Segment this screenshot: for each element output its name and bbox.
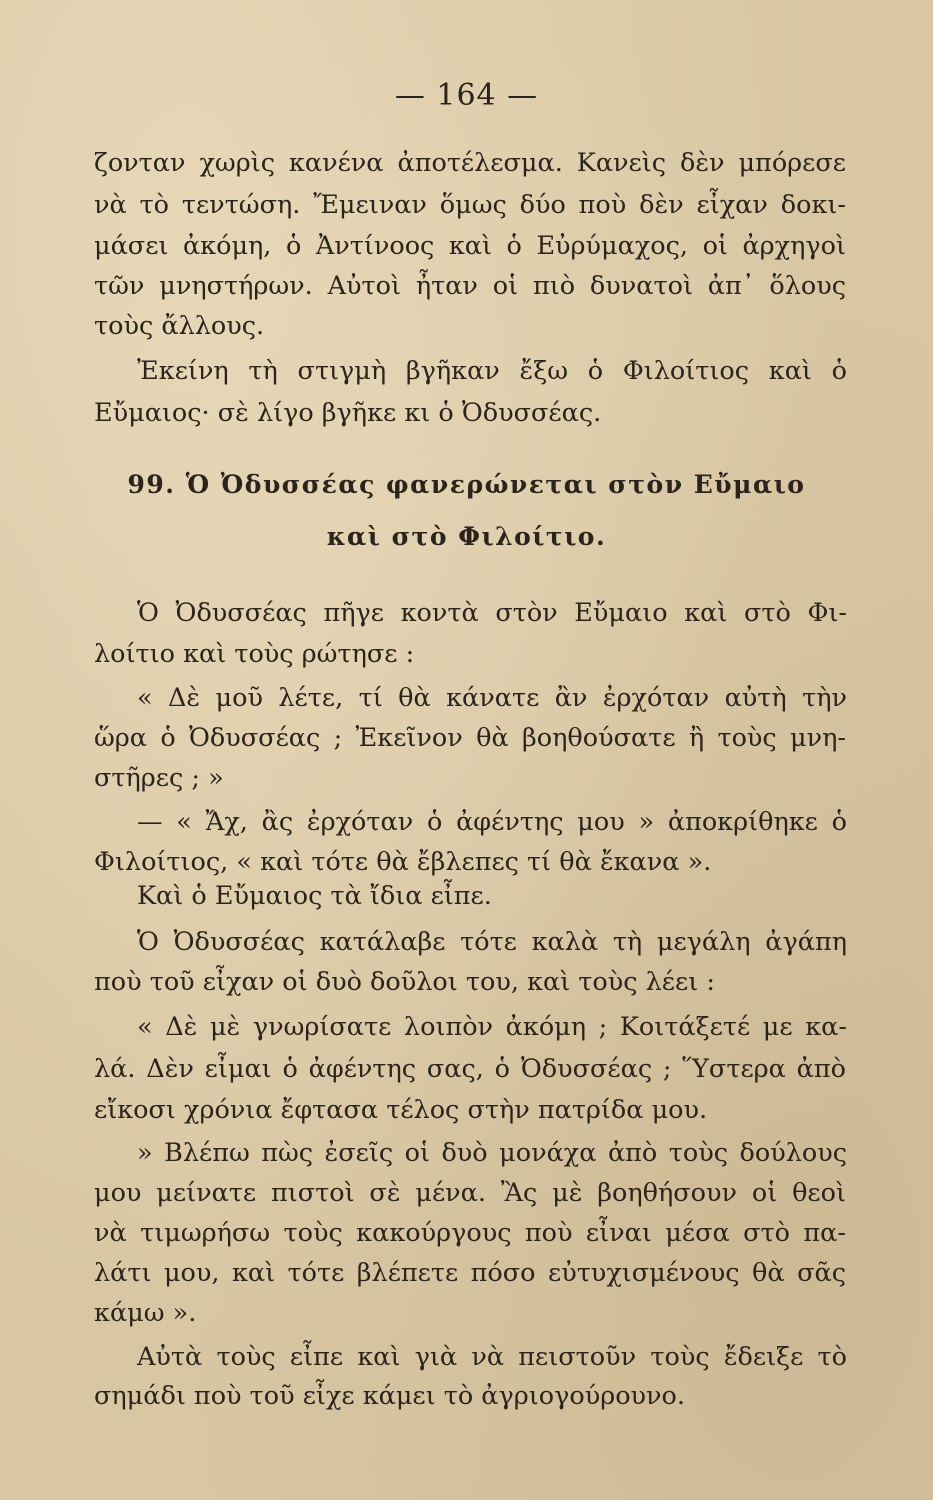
text-line: μάσει ἀκόμη, ὁ Ἀντίνοος καὶ ὁ Εὐρύμαχος, οἱ ἀρχηγοὶ	[94, 231, 846, 261]
text-line: Ὁ Ὀδυσσέας κατάλαβε τότε καλὰ τὴ μεγάλη ἀγάπη	[137, 927, 847, 957]
text-line: στῆρες ; »	[94, 763, 224, 793]
text-line: ζονταν χωρὶς κανένα ἀποτέλεσμα. Κανεὶς δὲν μπόρεσε	[94, 148, 846, 178]
text-line: « Δὲ μοῦ λέτε, τί θὰ κάνατε ἂν ἐρχόταν αὐτὴ τὴν	[137, 683, 847, 713]
text-line: Ἐκείνη τὴ στιγμὴ βγῆκαν ἔξω ὁ Φιλοίτιος καὶ ὁ	[137, 356, 847, 386]
text-line: σημάδι ποὺ τοῦ εἶχε κάμει τὸ ἀγριογούρουνο.	[94, 1381, 686, 1411]
text-line: » Βλέπω πὼς ἐσεῖς οἱ δυὸ μονάχα ἀπὸ τοὺς δούλους	[137, 1138, 847, 1168]
text-line: τῶν μνηστήρων. Αὐτοὶ ἦταν οἱ πιὸ δυνατοὶ ἀπ᾿ ὅλους	[94, 271, 846, 301]
text-line: μου μείνατε πιστοὶ σὲ μένα. Ἂς μὲ βοηθήσουν οἱ θεοὶ	[94, 1178, 846, 1208]
section-heading-line-1: 99. Ὁ Ὀδυσσέας φανερώνεται στὸν Εὔμαιο	[127, 470, 806, 499]
text-line: εἴκοσι χρόνια ἔφτασα τέλος στὴν πατρίδα μου.	[94, 1095, 708, 1125]
text-line: νὰ τὸ τεντώση. Ἔμειναν ὅμως δύο ποὺ δὲν εἶχαν δοκι-	[94, 190, 846, 220]
text-line: Φιλοίτιος, « καὶ τότε θὰ ἔβλεπες τί θὰ ἔκανα ».	[94, 847, 712, 877]
text-line: λοίτιο καὶ τοὺς ρώτησε :	[94, 639, 415, 669]
page-number: — 164 —	[394, 78, 539, 113]
text-line: — « Ἄχ, ἂς ἐρχόταν ὁ ἀφέντης μου » ἀποκρίθηκε ὁ	[137, 807, 847, 837]
text-line: Αὐτὰ τοὺς εἶπε καὶ γιὰ νὰ πειστοῦν τοὺς ἔδειξε τὸ	[137, 1342, 847, 1372]
text-line: κάμω ».	[94, 1298, 197, 1328]
text-line: Εὔμαιος· σὲ λίγο βγῆκε κι ὁ Ὀδυσσέας.	[94, 398, 602, 428]
text-line: Ὁ Ὀδυσσέας πῆγε κοντὰ στὸν Εὔμαιο καὶ στὸ Φι-	[137, 598, 847, 628]
text-line: Καὶ ὁ Εὔμαιος τὰ ἴδια εἶπε.	[137, 881, 492, 911]
section-heading-line-2: καὶ στὸ Φιλοίτιο.	[326, 522, 607, 551]
text-line: λάτι μου, καὶ τότε βλέπετε πόσο εὐτυχισμένους θὰ σᾶς	[94, 1258, 846, 1288]
text-line: « Δὲ μὲ γνωρίσατε λοιπὸν ἀκόμη ; Κοιτάξετέ με κα-	[137, 1012, 847, 1042]
text-line: τοὺς ἄλλους.	[94, 311, 265, 341]
text-line: ὥρα ὁ Ὀδυσσέας ; Ἐκεῖνον θὰ βοηθούσατε ἢ τοὺς μνη-	[94, 723, 846, 753]
text-line: νὰ τιμωρήσω τοὺς κακούργους ποὺ εἶναι μέσα στὸ πα-	[94, 1218, 846, 1248]
text-line: λά. Δὲν εἶμαι ὁ ἀφέντης σας, ὁ Ὀδυσσέας ; Ὕστερα ἀπὸ	[94, 1054, 846, 1084]
text-line: ποὺ τοῦ εἶχαν οἱ δυὸ δοῦλοι του, καὶ τοὺς λέει :	[94, 967, 715, 997]
